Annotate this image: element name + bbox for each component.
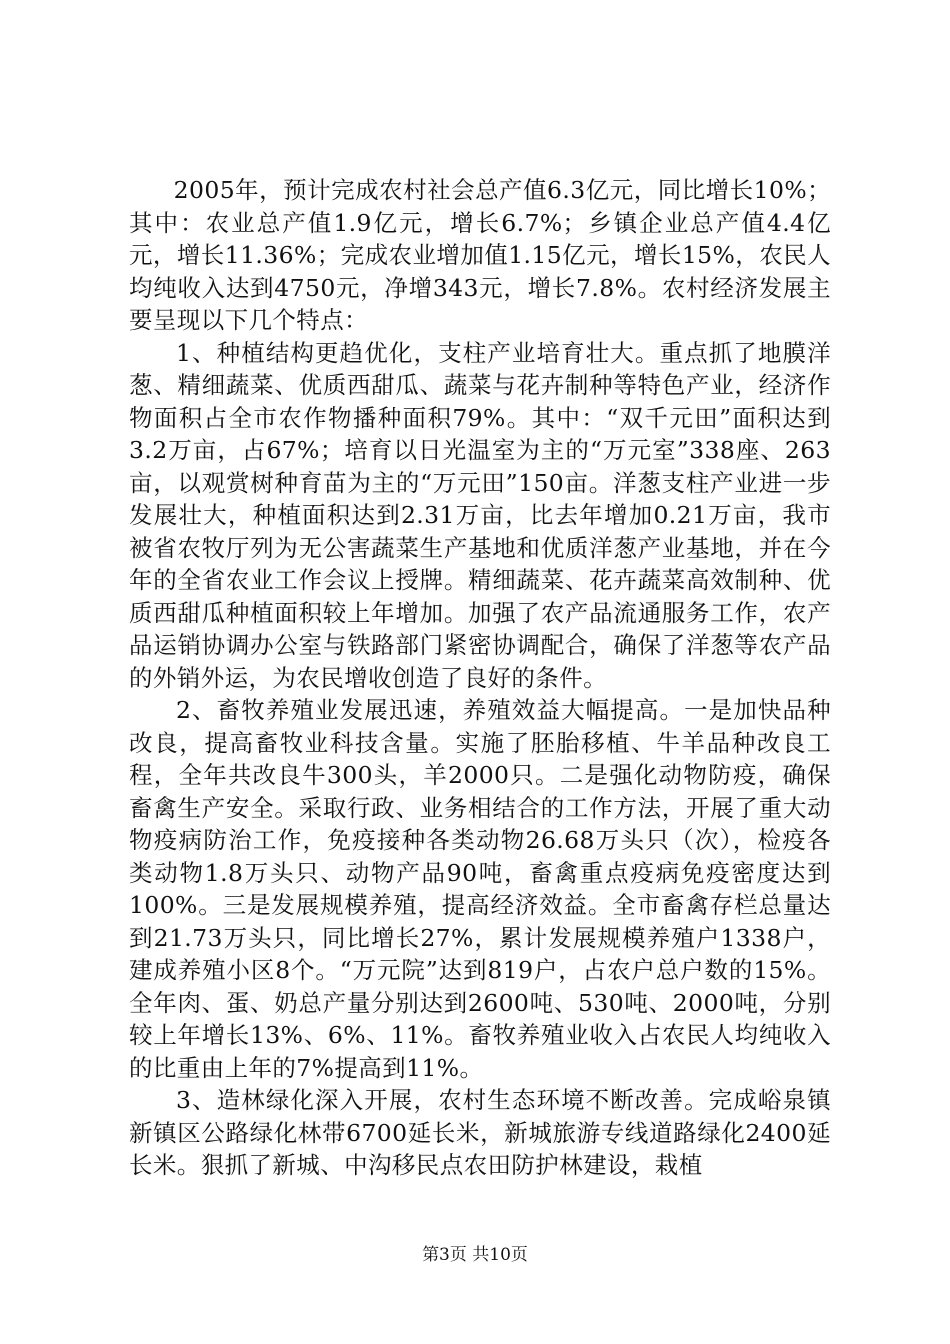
- paragraph-planting: 1、种植结构更趋优化，支柱产业培育壮大。重点抓了地膜洋葱、精细蔬菜、优质西甜瓜、蔬菜与花卉制种等特色产业，经济作物面积占全市农作物播种面积79%。其中：“双千元田”面积达到3.2万亩，占67%；培育以日光温室为主的“万元室”338座、263亩，以观赏树种育苗为主的“万元田”150亩。洋葱支柱产业进一步发展壮大，种植面积达到2.31万亩，比去年增加0.21万亩，我市被省农牧厅列为无公害蔬菜生产基地和优质洋葱产业基地，并在今年的全省农业工作会议上授牌。精细蔬菜、花卉蔬菜高效制种、优质西甜瓜种植面积较上年增加。加强了农产品流通服务工作，农产品运销协调办公室与铁路部门紧密协调配合，确保了洋葱等农产品的外销外运，为农民增收创造了良好的条件。: [129, 338, 831, 692]
- paragraph-summary: 2005年，预计完成农村社会总产值6.3亿元，同比增长10%；其中：农业总产值1.9亿元，增长6.7%；乡镇企业总产值4.4亿元，增长11.36%；完成农业增加值1.15亿元，增长15%，农民人均纯收入达到4750元，净增343元，增长7.8%。农村经济发展主要呈现以下几个特点：: [129, 176, 831, 334]
- paragraph-livestock: 2、畜牧养殖业发展迅速，养殖效益大幅提高。一是加快品种改良，提高畜牧业科技含量。实施了胚胎移植、牛羊品种改良工程，全年共改良牛300头，羊2000只。二是强化动物防疫，确保畜禽生产安全。采取行政、业务相结合的工作方法，开展了重大动物疫病防治工作，免疫接种各类动物26.68万头只（次），检疫各类动物1.8万头只、动物产品90吨，畜禽重点疫病免疫密度达到100%。三是发展规模养殖，提高经济效益。全市畜禽存栏总量达到21.73万头只，同比增长27%，累计发展规模养殖户1338户，建成养殖小区8个。“万元院”达到819户，占农户总户数的15%。全年肉、蛋、奶总产量分别达到2600吨、530吨、2000吨，分别较上年增长13%、6%、11%。畜牧养殖业收入占农民人均纯收入的比重由上年的7%提高到11%。: [129, 696, 831, 1082]
- document-body: [129, 174, 831, 1182]
- page-footer: 第3页 共10页: [422, 1245, 528, 1265]
- paragraph-afforestation: 3、造林绿化深入开展，农村生态环境不断改善。完成峪泉镇新镇区公路绿化林带6700延长米，新城旅游专线道路绿化2400延长米。狠抓了新城、中沟移民点农田防护林建设，栽植: [129, 1086, 831, 1179]
